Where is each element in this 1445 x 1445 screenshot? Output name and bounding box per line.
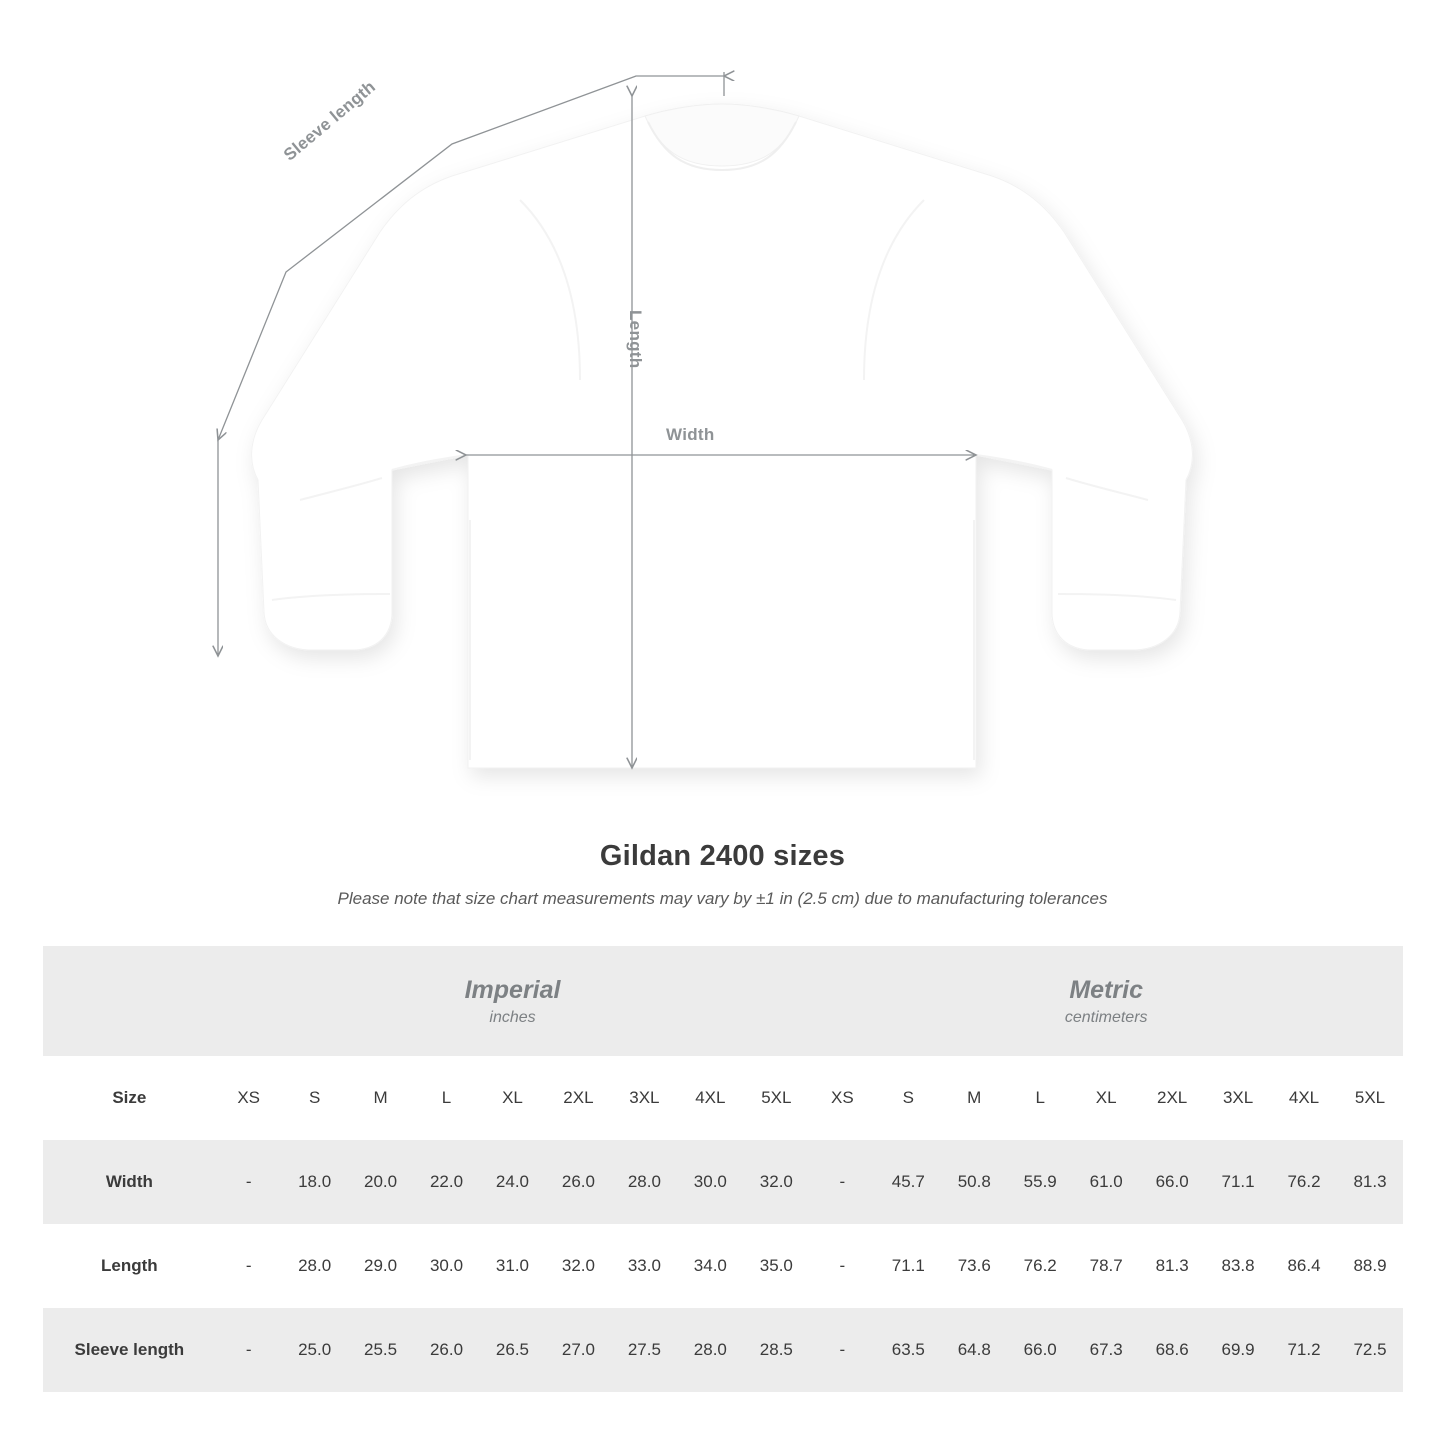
unit-sub-metric: centimeters — [1064, 1008, 1148, 1026]
table-cell: 69.9 — [1205, 1308, 1271, 1392]
table-cell: 25.0 — [282, 1308, 348, 1392]
table-cell: - — [216, 1140, 282, 1224]
size-header-cell: S — [282, 1056, 348, 1140]
table-row — [43, 1224, 1403, 1308]
size-header-cell: XL — [480, 1056, 546, 1140]
size-header-cell: S — [875, 1056, 941, 1140]
table-cell: 66.0 — [1139, 1140, 1205, 1224]
unit-header-spacer — [43, 946, 216, 1056]
table-cell: 88.9 — [1337, 1224, 1403, 1308]
table-cell: 33.0 — [611, 1224, 677, 1308]
table-cell: 55.9 — [1007, 1140, 1073, 1224]
width-label: Width — [666, 425, 715, 444]
table-cell: 32.0 — [545, 1224, 611, 1308]
table-cell: - — [216, 1224, 282, 1308]
table-row — [43, 1308, 1403, 1392]
size-header-cell: 2XL — [545, 1056, 611, 1140]
size-header-cell: XL — [1073, 1056, 1139, 1140]
table-cell: 78.7 — [1073, 1224, 1139, 1308]
table-cell: 26.5 — [480, 1308, 546, 1392]
table-cell: 67.3 — [1073, 1308, 1139, 1392]
size-header-cell: 4XL — [677, 1056, 743, 1140]
table-cell: 34.0 — [677, 1224, 743, 1308]
table-cell: 28.0 — [677, 1308, 743, 1392]
table-cell: 26.0 — [545, 1140, 611, 1224]
table-cell: 81.3 — [1139, 1224, 1205, 1308]
table-cell: 35.0 — [743, 1224, 809, 1308]
size-header-cell: 5XL — [1337, 1056, 1403, 1140]
size-header-cell: 4XL — [1271, 1056, 1337, 1140]
table-cell: 61.0 — [1073, 1140, 1139, 1224]
size-header-cell: XS — [216, 1056, 282, 1140]
table-cell: 68.6 — [1139, 1308, 1205, 1392]
shirt-shape — [252, 104, 1193, 768]
table-cell: 63.5 — [875, 1308, 941, 1392]
table-cell: 50.8 — [941, 1140, 1007, 1224]
table-row — [43, 1140, 1403, 1224]
table-cell: 28.0 — [611, 1140, 677, 1224]
table-cell: 73.6 — [941, 1224, 1007, 1308]
table-cell: 20.0 — [348, 1140, 414, 1224]
chart-title-block — [0, 840, 1445, 909]
table-cell: 30.0 — [414, 1224, 480, 1308]
size-header-cell: 5XL — [743, 1056, 809, 1140]
table-cell: 81.3 — [1337, 1140, 1403, 1224]
size-header-cell: M — [348, 1056, 414, 1140]
unit-name-imperial: Imperial — [464, 976, 561, 1005]
size-header-cell: 2XL — [1139, 1056, 1205, 1140]
size-header-cell: L — [414, 1056, 480, 1140]
tolerance-note: Please note that size chart measurements may vary by ±1 in (2.5 cm) due to manufacturing tolerances — [337, 889, 1108, 908]
table-cell: - — [809, 1308, 875, 1392]
size-header-cell: 3XL — [611, 1056, 677, 1140]
table-cell: 71.2 — [1271, 1308, 1337, 1392]
unit-header-imperial — [216, 946, 810, 1056]
table-cell: 71.1 — [1205, 1140, 1271, 1224]
table-cell: 28.5 — [743, 1308, 809, 1392]
sleeve-length-label: Sleeve length — [280, 77, 380, 165]
table-cell: - — [809, 1140, 875, 1224]
table-cell: 29.0 — [348, 1224, 414, 1308]
size-header-label: Size — [43, 1056, 216, 1140]
table-cell: 66.0 — [1007, 1308, 1073, 1392]
table-cell: 31.0 — [480, 1224, 546, 1308]
table-cell: 30.0 — [677, 1140, 743, 1224]
table-cell: 76.2 — [1271, 1140, 1337, 1224]
table-cell: 83.8 — [1205, 1224, 1271, 1308]
unit-header-metric — [809, 946, 1403, 1056]
table-cell: - — [809, 1224, 875, 1308]
size-chart-table — [43, 946, 1403, 1392]
unit-sub-imperial: inches — [489, 1008, 536, 1026]
table-cell: 28.0 — [282, 1224, 348, 1308]
page-title: Gildan 2400 sizes — [599, 840, 846, 872]
table-cell: 25.5 — [348, 1308, 414, 1392]
size-header-row — [43, 1056, 1403, 1140]
table-cell: 86.4 — [1271, 1224, 1337, 1308]
size-header-cell: XS — [809, 1056, 875, 1140]
length-label: Length — [626, 310, 645, 369]
unit-name-metric: Metric — [1069, 976, 1143, 1005]
table-cell: - — [216, 1308, 282, 1392]
table-cell: 24.0 — [480, 1140, 546, 1224]
table-cell: 76.2 — [1007, 1224, 1073, 1308]
size-header-cell: M — [941, 1056, 1007, 1140]
size-header-cell: L — [1007, 1056, 1073, 1140]
table-cell: 71.1 — [875, 1224, 941, 1308]
table-cell: 27.0 — [545, 1308, 611, 1392]
unit-header-row — [43, 946, 1403, 1056]
table-cell: 45.7 — [875, 1140, 941, 1224]
row-label-length: Length — [43, 1224, 216, 1308]
table-cell: 18.0 — [282, 1140, 348, 1224]
table-cell: 26.0 — [414, 1308, 480, 1392]
table-cell: 64.8 — [941, 1308, 1007, 1392]
table-cell: 22.0 — [414, 1140, 480, 1224]
size-header-cell: 3XL — [1205, 1056, 1271, 1140]
table-cell: 32.0 — [743, 1140, 809, 1224]
row-label-width: Width — [43, 1140, 216, 1224]
row-label-sleeve-length: Sleeve length — [43, 1308, 216, 1392]
table-cell: 27.5 — [611, 1308, 677, 1392]
table-cell: 72.5 — [1337, 1308, 1403, 1392]
